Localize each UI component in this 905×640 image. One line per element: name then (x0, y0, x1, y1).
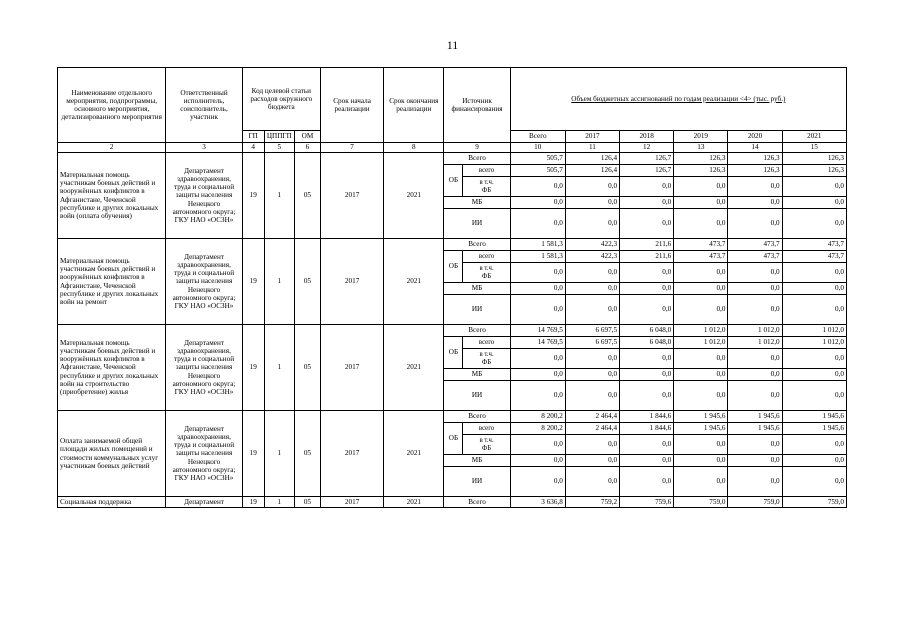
header-executor: Ответственный исполнитель, соисполнитель, участник (166, 68, 242, 143)
executor-name: Департамент здравоохранения, труда и социальной защиты населения Ненецкого автономного округа; ГКУ НАО «ОСЗН» (166, 239, 242, 325)
table-row (58, 239, 847, 251)
amount-cell: 6 697,5 (565, 325, 619, 337)
column-number: 12 (620, 143, 674, 153)
amount-cell: 126,7 (620, 153, 674, 165)
amount-cell: 126,3 (782, 153, 846, 165)
amount-cell: 0,0 (565, 349, 619, 369)
amount-cell: 0,0 (565, 295, 619, 325)
budget-table (57, 67, 847, 508)
fb-label: ФБ (481, 358, 492, 366)
header-volume: Объем бюджетных ассигнований по годам реализации <4> (тыс. руб.) (510, 68, 846, 131)
amount-cell: 473,7 (674, 251, 728, 263)
activity-name: Материальная помощь участникам боевых действий и вооружённых конфликтов в Афганистане, Чеченской республике и других локальных войн (оплата обучения) (58, 153, 166, 239)
source-label: Всего (444, 497, 510, 508)
column-number: 6 (294, 143, 320, 153)
amount-cell: 0,0 (674, 263, 728, 283)
amount-cell: 0,0 (565, 209, 619, 239)
amount-cell: 0,0 (728, 435, 782, 455)
amount-cell: 505,7 (510, 153, 565, 165)
header-year: 2021 (782, 131, 846, 143)
amount-cell: 0,0 (565, 435, 619, 455)
code-tsp: 1 (264, 153, 294, 239)
amount-cell: 1 012,0 (674, 325, 728, 337)
amount-cell: 0,0 (782, 209, 846, 239)
header-end: Срок окончания реализации (384, 68, 444, 143)
amount-cell: 1 945,6 (728, 411, 782, 423)
amount-cell: 1 844,6 (620, 411, 674, 423)
amount-cell: 3 636,8 (510, 497, 565, 508)
amount-cell: 1 581,3 (510, 251, 565, 263)
amount-cell: 0,0 (510, 455, 565, 467)
column-number: 10 (510, 143, 565, 153)
code-gp: 19 (242, 325, 264, 411)
start-year: 2017 (320, 497, 383, 508)
amount-cell: 0,0 (782, 467, 846, 497)
code-gp: 19 (242, 239, 264, 325)
amount-cell: 211,6 (620, 239, 674, 251)
code-tsp: 1 (264, 497, 294, 508)
amount-cell: 0,0 (565, 197, 619, 209)
column-number: 14 (728, 143, 782, 153)
code-gp: 19 (242, 411, 264, 497)
start-year: 2017 (320, 325, 383, 411)
amount-cell: 126,4 (565, 153, 619, 165)
amount-cell: 0,0 (565, 381, 619, 411)
amount-cell: 0,0 (620, 197, 674, 209)
amount-cell: 0,0 (620, 263, 674, 283)
executor-name: Департамент здравоохранения, труда и социальной защиты населения Ненецкого автономного округа; ГКУ НАО «ОСЗН» (166, 325, 242, 411)
amount-cell: 0,0 (674, 369, 728, 381)
amount-cell: 126,3 (674, 165, 728, 177)
amount-cell: 0,0 (620, 455, 674, 467)
amount-cell: 0,0 (620, 369, 674, 381)
amount-cell: 0,0 (510, 369, 565, 381)
amount-cell: 0,0 (510, 177, 565, 197)
amount-cell: 473,7 (674, 239, 728, 251)
amount-cell: 0,0 (510, 349, 565, 369)
amount-cell: 473,7 (728, 251, 782, 263)
column-number: 8 (384, 143, 444, 153)
amount-cell: 1 581,3 (510, 239, 565, 251)
source-label: МБ (444, 455, 510, 467)
end-year: 2021 (384, 153, 444, 239)
amount-cell: 1 945,6 (728, 423, 782, 435)
source-label: МБ (444, 197, 510, 209)
source-sublabel (463, 177, 510, 197)
column-number: 15 (782, 143, 846, 153)
amount-cell: 0,0 (782, 177, 846, 197)
header-year: 2019 (674, 131, 728, 143)
executor-name: Департамент здравоохранения, труда и социальной защиты населения Ненецкого автономного округа; ГКУ НАО «ОСЗН» (166, 411, 242, 497)
amount-cell: 0,0 (510, 263, 565, 283)
amount-cell: 0,0 (620, 209, 674, 239)
amount-cell: 0,0 (510, 283, 565, 295)
amount-cell: 0,0 (728, 381, 782, 411)
source-label: ИИ (444, 381, 510, 411)
amount-cell: 473,7 (782, 239, 846, 251)
amount-cell: 0,0 (620, 381, 674, 411)
amount-cell: 0,0 (728, 197, 782, 209)
amount-cell: 0,0 (565, 467, 619, 497)
amount-cell: 1 945,6 (782, 423, 846, 435)
code-gp: 19 (242, 497, 264, 508)
source-label: ОБ (444, 251, 463, 283)
amount-cell: 14 769,5 (510, 337, 565, 349)
amount-cell: 0,0 (674, 467, 728, 497)
fb-label: ФБ (481, 186, 492, 194)
amount-cell: 126,3 (674, 153, 728, 165)
amount-cell: 0,0 (620, 467, 674, 497)
amount-cell: 2 464,4 (565, 411, 619, 423)
amount-cell: 1 012,0 (728, 325, 782, 337)
amount-cell: 1 945,6 (674, 423, 728, 435)
source-label: МБ (444, 369, 510, 381)
amount-cell: 0,0 (565, 455, 619, 467)
amount-cell: 0,0 (728, 349, 782, 369)
source-label: Всего (444, 411, 510, 423)
amount-cell: 422,3 (565, 239, 619, 251)
fb-label: ФБ (481, 272, 492, 280)
amount-cell: 8 200,2 (510, 411, 565, 423)
header-source: Источник финансирования (444, 68, 510, 143)
amount-cell: 0,0 (565, 283, 619, 295)
header-year: 2020 (728, 131, 782, 143)
header-name: Наименование отдельного мероприятия, подпрограммы, основного мероприятия, детализированного мероприятия (58, 68, 166, 143)
amount-cell: 0,0 (782, 435, 846, 455)
start-year: 2017 (320, 239, 383, 325)
header-start: Срок начала реализации (320, 68, 383, 143)
code-tsp: 1 (264, 239, 294, 325)
amount-cell: 0,0 (782, 381, 846, 411)
amount-cell: 505,7 (510, 165, 565, 177)
amount-cell: 1 945,6 (674, 411, 728, 423)
start-year: 2017 (320, 153, 383, 239)
incl-label: в т.ч. (479, 264, 494, 272)
column-number: 2 (58, 143, 166, 153)
amount-cell: 0,0 (674, 381, 728, 411)
source-label: Всего (444, 239, 510, 251)
source-sublabel: всего (463, 251, 510, 263)
amount-cell: 0,0 (782, 283, 846, 295)
activity-name: Социальная поддержка (58, 497, 166, 508)
table-row (58, 497, 847, 508)
table-row (58, 411, 847, 423)
amount-cell: 0,0 (674, 455, 728, 467)
amount-cell: 759,0 (728, 497, 782, 508)
amount-cell: 0,0 (674, 283, 728, 295)
amount-cell: 0,0 (728, 369, 782, 381)
executor-name: Департамент (166, 497, 242, 508)
source-label: ОБ (444, 423, 463, 455)
amount-cell: 0,0 (620, 177, 674, 197)
incl-label: в т.ч. (479, 350, 494, 358)
amount-cell: 759,2 (565, 497, 619, 508)
amount-cell: 0,0 (510, 381, 565, 411)
source-label: МБ (444, 283, 510, 295)
amount-cell: 0,0 (620, 435, 674, 455)
executor-name: Департамент здравоохранения, труда и социальной защиты населения Ненецкого автономного округа; ГКУ НАО «ОСЗН» (166, 153, 242, 239)
amount-cell: 0,0 (728, 455, 782, 467)
activity-name: Материальная помощь участникам боевых действий и вооружённых конфликтов в Афганистане, Чеченской республике и других локальных войн на строительство (приобретение) жилья (58, 325, 166, 411)
amount-cell: 1 012,0 (782, 337, 846, 349)
source-label: ИИ (444, 295, 510, 325)
amount-cell: 126,7 (620, 165, 674, 177)
amount-cell: 126,4 (565, 165, 619, 177)
end-year: 2021 (384, 497, 444, 508)
amount-cell: 0,0 (674, 177, 728, 197)
code-om: 05 (294, 411, 320, 497)
amount-cell: 0,0 (782, 369, 846, 381)
code-om: 05 (294, 497, 320, 508)
amount-cell: 0,0 (565, 369, 619, 381)
column-number: 4 (242, 143, 264, 153)
end-year: 2021 (384, 411, 444, 497)
amount-cell: 0,0 (510, 435, 565, 455)
amount-cell: 8 200,2 (510, 423, 565, 435)
source-sublabel (463, 435, 510, 455)
amount-cell: 0,0 (565, 177, 619, 197)
amount-cell: 473,7 (782, 251, 846, 263)
code-om: 05 (294, 239, 320, 325)
amount-cell: 0,0 (565, 263, 619, 283)
incl-label: в т.ч. (479, 178, 494, 186)
amount-cell: 1 012,0 (728, 337, 782, 349)
amount-cell: 0,0 (728, 283, 782, 295)
amount-cell: 0,0 (782, 349, 846, 369)
table-row (58, 153, 847, 165)
amount-cell: 0,0 (674, 349, 728, 369)
amount-cell: 0,0 (620, 283, 674, 295)
end-year: 2021 (384, 239, 444, 325)
amount-cell: 0,0 (674, 209, 728, 239)
amount-cell: 0,0 (510, 209, 565, 239)
amount-cell: 759,6 (620, 497, 674, 508)
incl-label: в т.ч. (479, 436, 494, 444)
column-number: 13 (674, 143, 728, 153)
code-tsp: 1 (264, 411, 294, 497)
amount-cell: 1 844,6 (620, 423, 674, 435)
amount-cell: 759,0 (674, 497, 728, 508)
amount-cell: 0,0 (728, 177, 782, 197)
column-number: 7 (320, 143, 383, 153)
code-om: 05 (294, 153, 320, 239)
amount-cell: 0,0 (620, 349, 674, 369)
amount-cell: 422,3 (565, 251, 619, 263)
table-row (58, 325, 847, 337)
amount-cell: 0,0 (728, 209, 782, 239)
source-label: Всего (444, 325, 510, 337)
amount-cell: 1 012,0 (674, 337, 728, 349)
amount-cell: 0,0 (782, 263, 846, 283)
amount-cell: 0,0 (674, 295, 728, 325)
amount-cell: 0,0 (510, 197, 565, 209)
source-sublabel: всего (463, 165, 510, 177)
amount-cell: 2 464,4 (565, 423, 619, 435)
amount-cell: 6 697,5 (565, 337, 619, 349)
amount-cell: 0,0 (510, 467, 565, 497)
column-number: 3 (166, 143, 242, 153)
source-label: ОБ (444, 337, 463, 369)
column-number: 5 (264, 143, 294, 153)
amount-cell: 6 048,0 (620, 337, 674, 349)
amount-cell: 126,3 (728, 165, 782, 177)
code-gp: 19 (242, 153, 264, 239)
activity-name: Материальная помощь участникам боевых действий и вооружённых конфликтов в Афганистане, Чеченской республике и других локальных войн на ремонт (58, 239, 166, 325)
amount-cell: 0,0 (674, 435, 728, 455)
amount-cell: 0,0 (620, 295, 674, 325)
amount-cell: 6 048,0 (620, 325, 674, 337)
source-sublabel: всего (463, 337, 510, 349)
header-tsp: ЦППГП (264, 131, 294, 143)
amount-cell: 0,0 (782, 295, 846, 325)
source-sublabel (463, 349, 510, 369)
column-number: 9 (444, 143, 510, 153)
header-year: 2017 (565, 131, 619, 143)
amount-cell: 14 769,5 (510, 325, 565, 337)
amount-cell: 759,0 (782, 497, 846, 508)
start-year: 2017 (320, 411, 383, 497)
amount-cell: 0,0 (510, 295, 565, 325)
end-year: 2021 (384, 325, 444, 411)
source-sublabel: всего (463, 423, 510, 435)
page-number: 11 (446, 38, 459, 52)
amount-cell: 211,6 (620, 251, 674, 263)
source-label: ИИ (444, 209, 510, 239)
activity-name: Оплата занимаемой общей площади жилых помещений и стоимости коммунальных услуг участникам боевых действий (58, 411, 166, 497)
amount-cell: 1 945,6 (782, 411, 846, 423)
source-label: ИИ (444, 467, 510, 497)
amount-cell: 1 012,0 (782, 325, 846, 337)
source-label: ОБ (444, 165, 463, 197)
amount-cell: 0,0 (674, 197, 728, 209)
amount-cell: 0,0 (782, 455, 846, 467)
fb-label: ФБ (481, 444, 492, 452)
amount-cell: 473,7 (728, 239, 782, 251)
amount-cell: 0,0 (728, 467, 782, 497)
column-number: 11 (565, 143, 619, 153)
amount-cell: 0,0 (728, 295, 782, 325)
header-gp: ГП (242, 131, 264, 143)
source-sublabel (463, 263, 510, 283)
header-year: 2018 (620, 131, 674, 143)
code-om: 05 (294, 325, 320, 411)
header-year: Всего (510, 131, 565, 143)
header-code-group: Код целевой статьи расходов окружного бюджета (242, 68, 320, 131)
code-tsp: 1 (264, 325, 294, 411)
amount-cell: 0,0 (782, 197, 846, 209)
amount-cell: 0,0 (728, 263, 782, 283)
source-label: Всего (444, 153, 510, 165)
amount-cell: 126,3 (728, 153, 782, 165)
amount-cell: 126,3 (782, 165, 846, 177)
header-om: ОМ (294, 131, 320, 143)
